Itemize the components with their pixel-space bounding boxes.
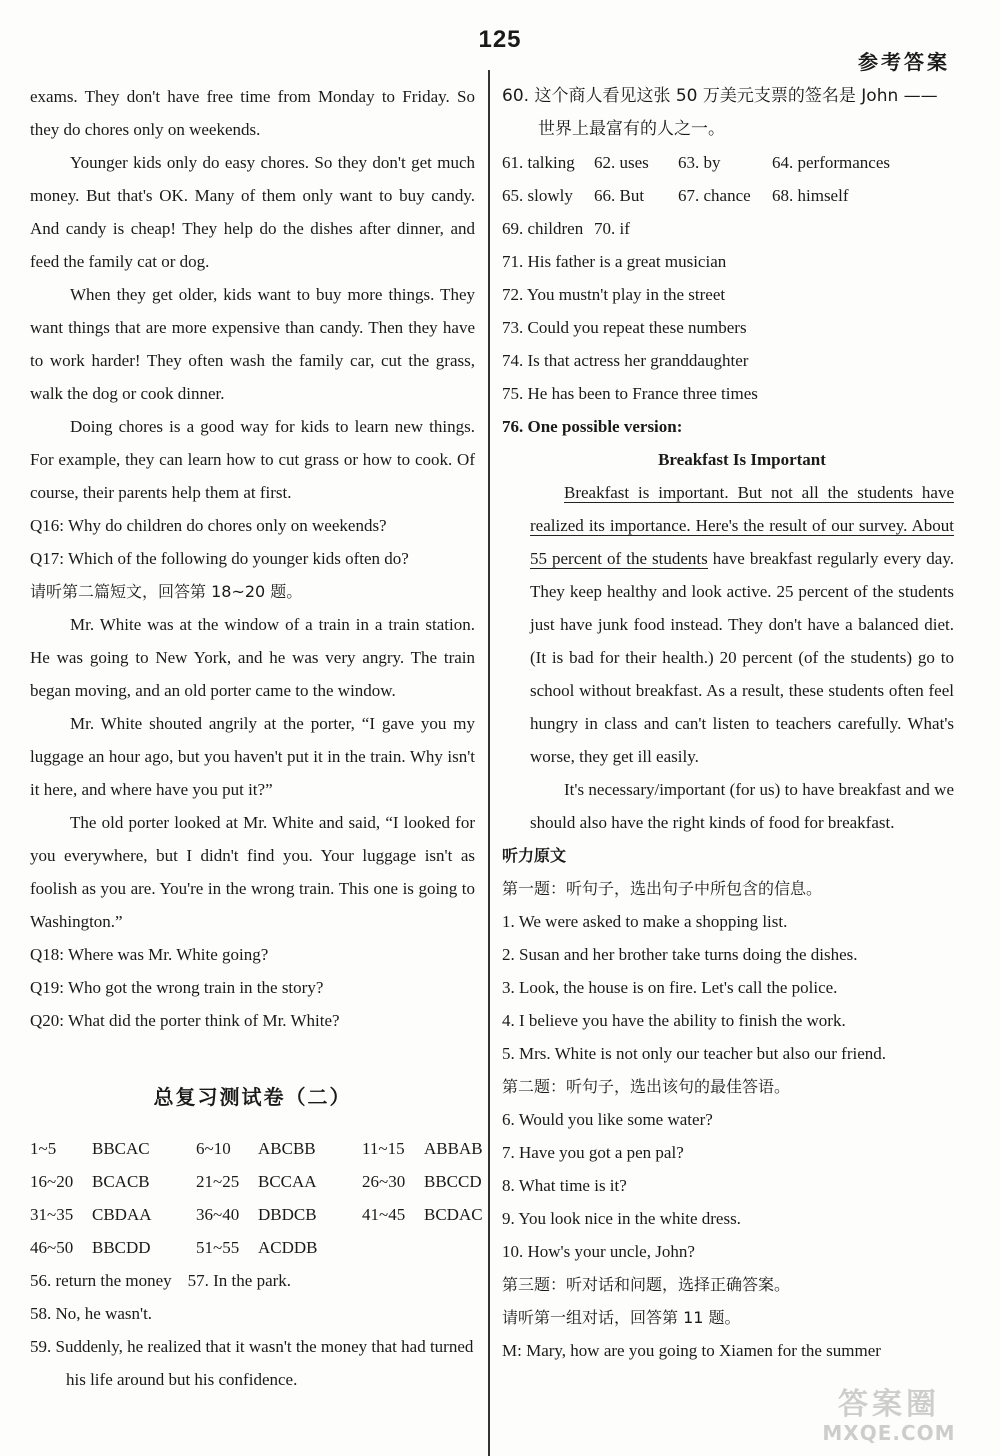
answer-range: 6~10 — [196, 1139, 231, 1158]
answer-letters: BBCCD — [424, 1172, 482, 1191]
essay-title: Breakfast Is Important — [658, 450, 826, 469]
passage-paragraph: Younger kids only do easy chores. So they don't get much money. But that's OK. Many of them only want to buy candy. And candy is cheap! They help do the dishes after dinner, and feed the family cat or dog. — [30, 153, 475, 271]
transcript-item: 5. Mrs. White is not only our teacher but also our friend. — [502, 1044, 886, 1063]
answer-letters: CBDAA — [92, 1205, 152, 1224]
answer-letters: ACDDB — [258, 1238, 318, 1257]
answer-row — [30, 1132, 483, 1165]
answer-letters: DBDCB — [258, 1205, 317, 1224]
left-column — [30, 80, 483, 1396]
answer-56: 56. return the money — [30, 1271, 172, 1290]
fill-blank-answers — [502, 146, 954, 245]
column-divider — [488, 70, 490, 1456]
listening-instruction: 请听第二篇短文，回答第 18~20 题。 — [30, 582, 303, 601]
fill-answer: 65. slowly — [502, 186, 573, 205]
answer-letters: BBCAC — [92, 1139, 150, 1158]
answer-range: 51~55 — [196, 1238, 240, 1257]
answer-57: 57. In the park. — [187, 1271, 292, 1290]
underlined-text: Breakfast is important. But not all the students have realized its importance. Here's the result of our survey. About 55 percent of the students — [530, 483, 954, 568]
watermark-logo — [814, 1388, 964, 1448]
transcript-item: 2. Susan and her brother take turns doing the dishes. — [502, 945, 858, 964]
part-1-instruction: 第一题：听句子，选出句子中所包含的信息。 — [502, 879, 823, 898]
story-paragraph: Mr. White was at the window of a train in a train station. He was going to New York, and he was very angry. The train began moving, and an old porter came to the window. — [30, 615, 475, 700]
essay-paragraph — [530, 476, 954, 773]
fill-answer: 69. children — [502, 219, 584, 238]
passage-paragraph: When they get older, kids want to buy more things. They want things that are more expensive than candy. Then they have to work harder! They often wash the family car, cut the grass, walk the dog or cook dinner. — [30, 285, 475, 403]
transcript-item: 6. Would you like some water? — [502, 1110, 713, 1129]
answer-75: 75. He has been to France three times — [502, 384, 758, 403]
transcript-item: 1. We were asked to make a shopping list. — [502, 912, 788, 931]
answer-76-label: 76. One possible version: — [502, 417, 683, 436]
answer-letters: BCACB — [92, 1172, 150, 1191]
answer-range: 31~35 — [30, 1205, 74, 1224]
fill-answer: 62. uses — [594, 153, 649, 172]
fill-answer: 70. if — [594, 219, 630, 238]
answer-59: 59. Suddenly, he realized that it wasn't the money that had turned his life around but his confidence. — [30, 1337, 474, 1389]
page-number: 125 — [478, 26, 522, 53]
essay-paragraph: It's necessary/important (for us) to have breakfast and we should also have the right kinds of food for breakfast. — [530, 780, 954, 832]
essay-text: have breakfast regularly every day. They keep healthy and look active. 25 percent of the students just have junk food instead. They don't have a balanced diet. (It is bad for their health.) 20 percent (of the students) go to school without breakfast. As a result, these students often feel hungry in class and can't listen to teachers carefully. What's worse, they get ill easily. — [530, 549, 954, 766]
answer-range: 26~30 — [362, 1172, 406, 1191]
fill-answer: 61. talking — [502, 153, 575, 172]
answer-56-57 — [30, 1264, 475, 1297]
answer-row — [30, 1165, 482, 1198]
transcript-item: 8. What time is it? — [502, 1176, 627, 1195]
passage-paragraph: exams. They don't have free time from Monday to Friday. So they do chores only on weekends. — [30, 87, 475, 139]
story-paragraph: Mr. White shouted angrily at the porter, “I gave you my luggage an hour ago, but you haven't put it in the train. Why isn't it here, and where have you put it?” — [30, 714, 475, 799]
question-18: Q18: Where was Mr. White going? — [30, 945, 269, 964]
dialogue-line: M: Mary, how are you going to Xiamen for the summer — [502, 1341, 881, 1360]
answer-74: 74. Is that actress her granddaughter — [502, 351, 749, 370]
question-19: Q19: Who got the wrong train in the story? — [30, 978, 324, 997]
running-header: 参考答案 — [858, 50, 950, 74]
answer-row — [30, 1198, 483, 1231]
question-20: Q20: What did the porter think of Mr. White? — [30, 1011, 340, 1030]
fill-answer: 63. by — [678, 153, 721, 172]
answer-row — [30, 1231, 475, 1264]
answer-72: 72. You mustn't play in the street — [502, 285, 726, 304]
answer-letters: BCCAA — [258, 1172, 317, 1191]
story-paragraph: The old porter looked at Mr. White and said, “I looked for you everywhere, but I didn't find you. Your luggage isn't as foolish as you are. You're in the wrong train. This one is going to Washington.” — [30, 813, 475, 931]
question-16: Q16: Why do children do chores only on weekends? — [30, 516, 387, 535]
answer-letters: BCDAC — [424, 1205, 483, 1224]
watermark-text: 答案圈 — [838, 1387, 940, 1422]
fill-row — [502, 212, 954, 245]
fill-answer: 68. himself — [772, 186, 849, 205]
fill-answer: 66. But — [594, 186, 645, 205]
listening-transcript-title: 听力原文 — [502, 846, 567, 865]
answer-range: 1~5 — [30, 1139, 57, 1158]
answer-key-grid — [30, 1132, 483, 1264]
dialogue-instruction: 请听第一组对话，回答第 11 题。 — [502, 1308, 741, 1327]
answer-range: 46~50 — [30, 1238, 74, 1257]
question-17: Q17: Which of the following do younger kids often do? — [30, 549, 409, 568]
transcript-item: 7. Have you got a pen pal? — [502, 1143, 684, 1162]
section-title: 总复习测试卷（二） — [153, 1085, 352, 1109]
transcript-item: 3. Look, the house is on fire. Let's call the police. — [502, 978, 838, 997]
sample-essay — [502, 443, 954, 839]
answer-range: 21~25 — [196, 1172, 240, 1191]
fill-row — [502, 146, 954, 179]
answer-letters: ABBAB — [424, 1139, 483, 1158]
right-column — [502, 80, 954, 1367]
answer-range: 36~40 — [196, 1205, 240, 1224]
watermark-url: MXQE.COM — [822, 1421, 956, 1445]
fill-row — [502, 179, 954, 212]
answer-range: 11~15 — [362, 1139, 405, 1158]
answer-60: 60. 这个商人看见这张 50 万美元支票的签名是 John ——世界上最富有的人之一。 — [502, 86, 938, 139]
transcript-item: 4. I believe you have the ability to finish the work. — [502, 1011, 846, 1030]
part-2-instruction: 第二题：听句子，选出该句的最佳答语。 — [502, 1077, 791, 1096]
answer-range: 16~20 — [30, 1172, 74, 1191]
answer-71: 71. His father is a great musician — [502, 252, 727, 271]
transcript-item: 10. How's your uncle, John? — [502, 1242, 695, 1261]
answer-letters: ABCBB — [258, 1139, 316, 1158]
transcript-item: 9. You look nice in the white dress. — [502, 1209, 741, 1228]
fill-answer: 67. chance — [678, 186, 751, 205]
fill-answer: 64. performances — [772, 153, 891, 172]
answer-58: 58. No, he wasn't. — [30, 1304, 153, 1323]
passage-paragraph: Doing chores is a good way for kids to learn new things. For example, they can learn how to cut grass or how to cook. Of course, their parents help them at first. — [30, 417, 475, 502]
answer-letters: BBCDD — [92, 1238, 151, 1257]
answer-range: 41~45 — [362, 1205, 406, 1224]
answer-73: 73. Could you repeat these numbers — [502, 318, 747, 337]
part-3-instruction: 第三题：听对话和问题，选择正确答案。 — [502, 1275, 791, 1294]
